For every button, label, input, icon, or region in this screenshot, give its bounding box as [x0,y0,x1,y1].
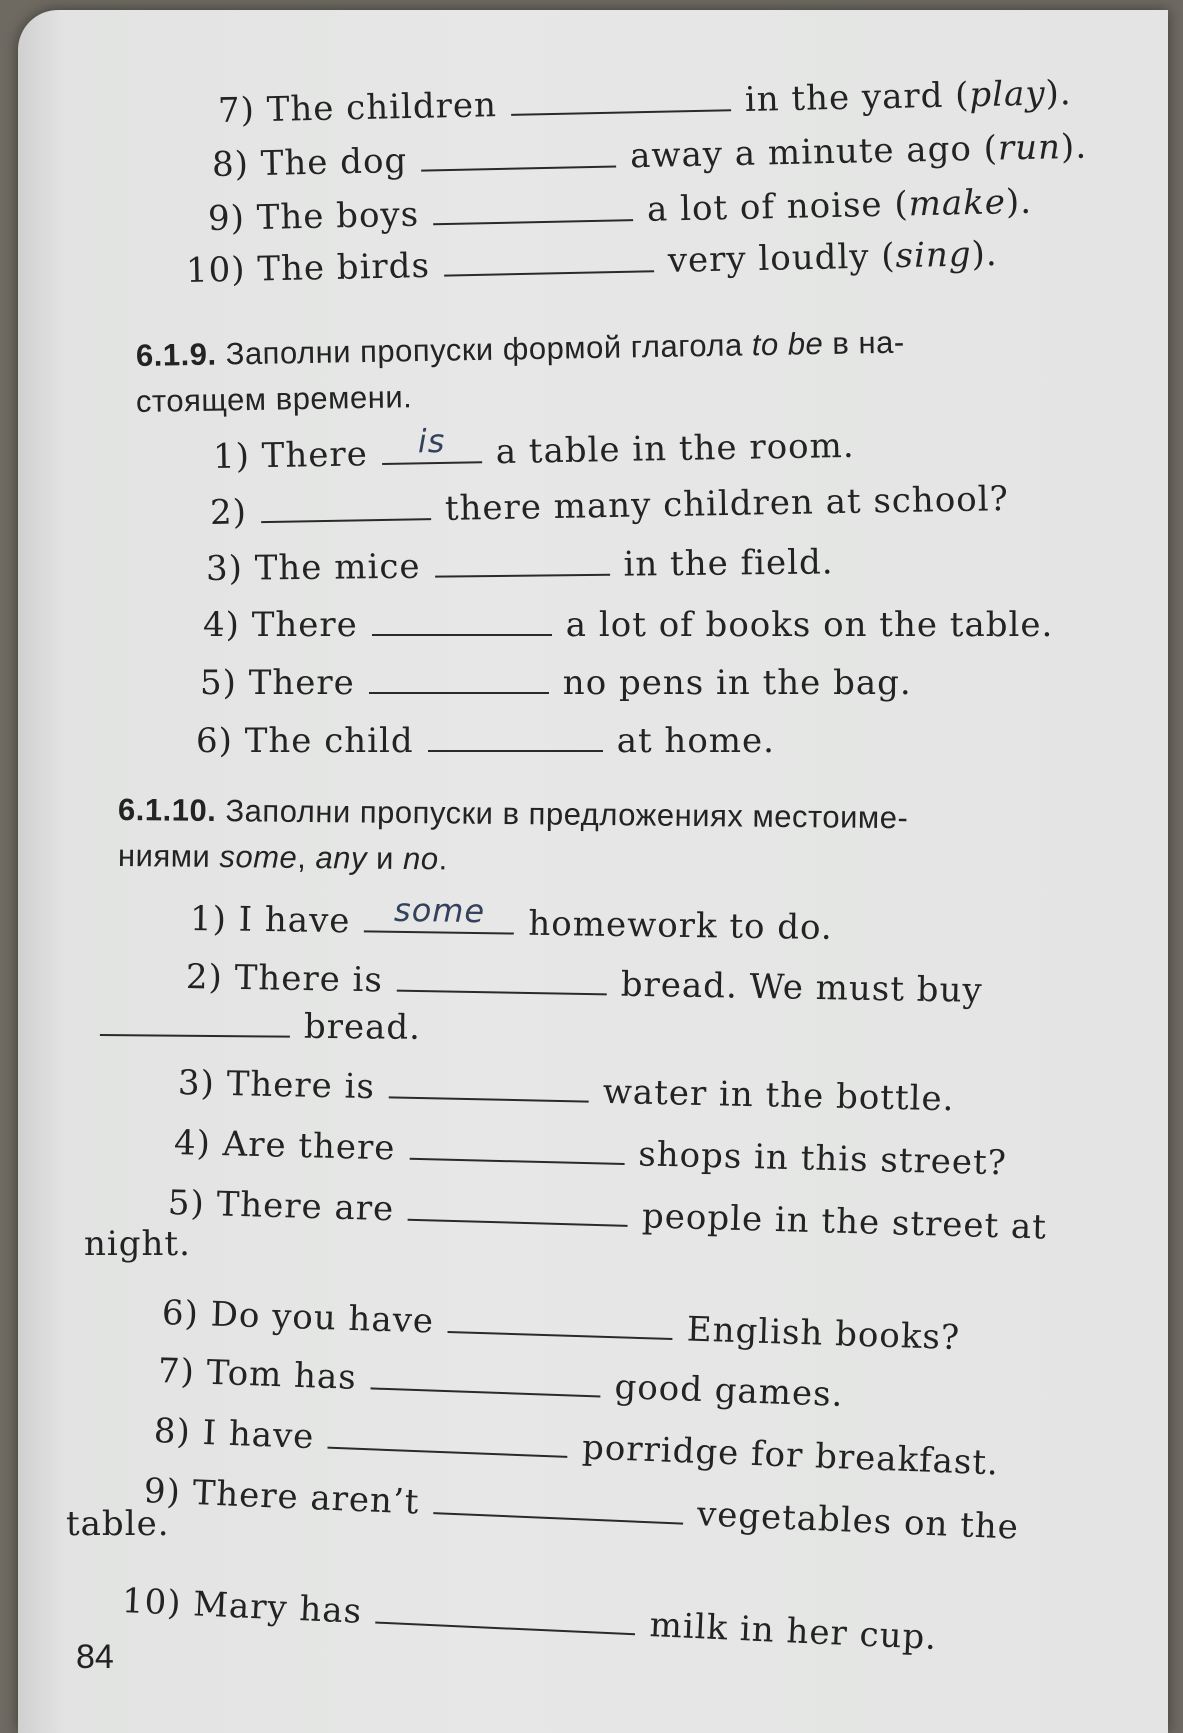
ex6110-item-10: 10) Mary has milk in her cup. [121,1581,938,1658]
answer-blank[interactable] [370,1357,601,1397]
answer-blank[interactable] [389,1066,590,1102]
ex6110-item-5-cont: night. [84,1224,191,1264]
answer-blank[interactable] [376,1592,637,1636]
ex619-item-3: 3) The mice in the field. [205,542,834,589]
answer-blank[interactable] [100,1004,290,1038]
ex619-item-6: 6) The child at home. [196,721,775,761]
ex619-item-4: 4) There a lot of books on the table. [203,605,1054,645]
prev-item-7: 7) The children in the yard (play). [217,73,1073,131]
prev-item-10: 10) The birds very loudly (sing). [185,234,999,291]
ex619-item-1: 1) There is a table in the room. [212,421,855,477]
answer-blank[interactable] [369,662,549,694]
ex619-item-5: 5) There no pens in the bag. [200,663,912,703]
ex6110-item-2: 2) There is bread. We must buy [185,957,983,1011]
answer-blank[interactable] [428,720,603,752]
ex6110-item-8: 8) I have porridge for breakfast. [153,1411,1000,1484]
exercise-6110-heading-cont: ниями some, any и no. [117,838,448,877]
answer-blank[interactable] [328,1417,569,1458]
ex6110-item-4: 4) Are there shops in this street? [173,1123,1008,1184]
answer-blank[interactable] [408,1189,629,1227]
page-number: 84 [76,1638,114,1676]
ex6110-item-5: 5) There are people in the street at [167,1183,1048,1248]
answer-blank[interactable] [381,421,482,465]
prev-item-9: 9) The boys a lot of noise (make). [207,181,1033,239]
ex6110-item-9-cont: table. [66,1504,170,1544]
answer-blank[interactable] [409,1128,625,1165]
answer-blank[interactable] [434,544,609,578]
exercise-619-heading: 6.1.9. Заполни пропуски формой глагола to be в на- [135,324,905,373]
ex6110-item-2-cont: bread. [100,1004,421,1048]
handwritten-answer: is [417,421,446,461]
handwritten-answer: some [393,890,486,931]
ex6110-item-1: 1) I have some homework to do. [189,890,834,948]
exercise-619-heading-cont: стоящем времени. [135,379,413,419]
exercise-6110-heading: 6.1.10. Заполни пропуски в предложениях местоиме- [117,792,909,836]
ex6110-item-9: 9) There aren’t vegetables on the [143,1471,1020,1548]
answer-blank[interactable] [448,1301,674,1340]
answer-blank[interactable] [372,604,552,636]
ex6110-item-7: 7) Tom has good games. [157,1351,845,1415]
answer-blank[interactable] [397,960,608,996]
prev-item-8: 8) The dog away a minute ago (run). [211,126,1088,185]
answer-blank[interactable] [433,1482,684,1524]
textbook-page [18,10,1168,1733]
answer-blank[interactable] [364,890,514,934]
answer-blank[interactable] [261,488,432,523]
ex6110-item-6: 6) Do you have English books? [161,1293,961,1359]
ex6110-item-3: 3) There is water in the bottle. [177,1063,955,1120]
ex619-item-2: 2) there many children at school? [209,479,1010,533]
